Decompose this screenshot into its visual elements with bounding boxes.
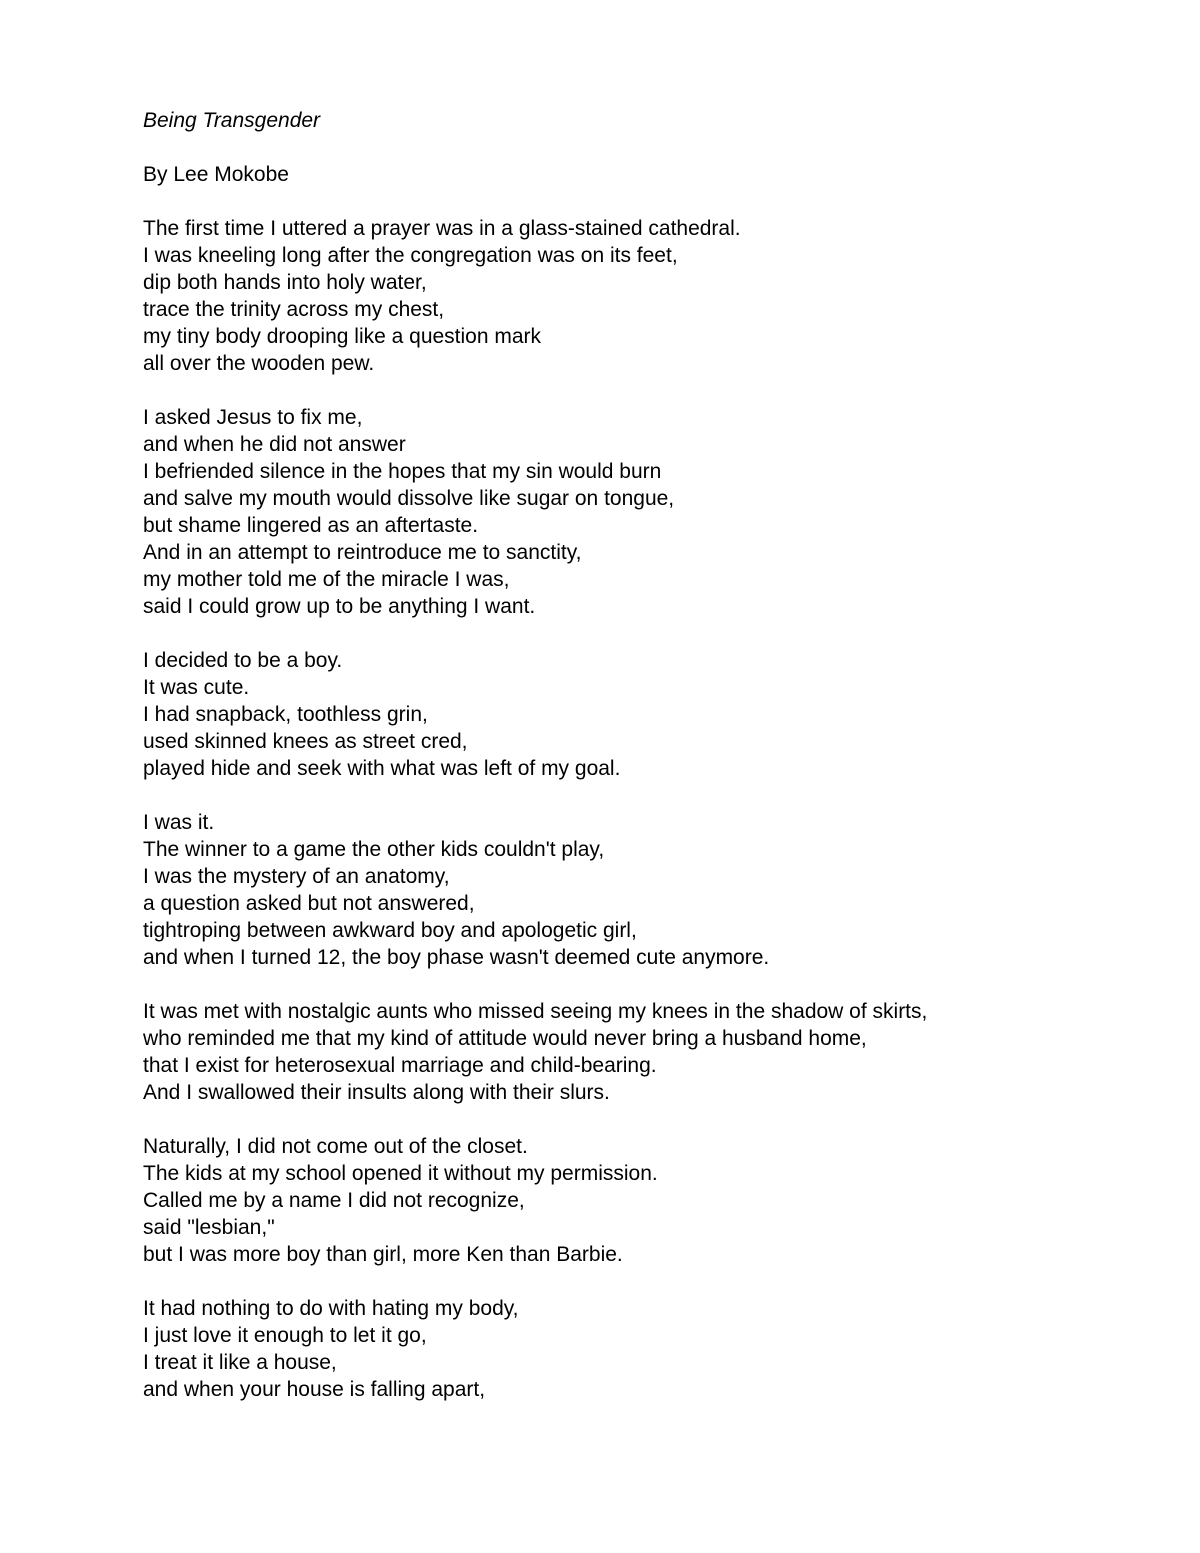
poem-line: who reminded me that my kind of attitude would never bring a husband home, <box>143 1027 867 1050</box>
poem-line: used skinned knees as street cred, <box>143 730 468 753</box>
poem-line: I just love it enough to let it go, <box>143 1324 427 1347</box>
poem-line: all over the wooden pew. <box>143 352 375 375</box>
poem-line: And I swallowed their insults along with their slurs. <box>143 1081 610 1104</box>
poem-line: but I was more boy than girl, more Ken than Barbie. <box>143 1243 623 1266</box>
poem-line: The kids at my school opened it without my permission. <box>143 1162 658 1185</box>
poem-line: played hide and seek with what was left of my goal. <box>143 757 621 780</box>
poem-line: I was kneeling long after the congregation was on its feet, <box>143 244 678 267</box>
poem-line: tightroping between awkward boy and apologetic girl, <box>143 919 637 942</box>
poem-line: I befriended silence in the hopes that my sin would burn <box>143 460 662 483</box>
poem-line: and when he did not answer <box>143 433 406 456</box>
poem-line: but shame lingered as an aftertaste. <box>143 514 479 537</box>
poem-line: my mother told me of the miracle I was, <box>143 568 510 591</box>
poem-line: said I could grow up to be anything I want. <box>143 595 536 618</box>
poem-line: I had snapback, toothless grin, <box>143 703 428 726</box>
poem-stanza <box>143 809 1143 971</box>
poem-line: dip both hands into holy water, <box>143 271 427 294</box>
poem-line: It was cute. <box>143 676 250 699</box>
poem-author: By Lee Mokobe <box>143 163 289 186</box>
poem-line: Called me by a name I did not recognize, <box>143 1189 525 1212</box>
poem-line: The winner to a game the other kids couldn't play, <box>143 838 605 861</box>
poem-line: that I exist for heterosexual marriage and child-bearing. <box>143 1054 657 1077</box>
poem-line: and when your house is falling apart, <box>143 1378 486 1401</box>
poem-line: my tiny body drooping like a question mark <box>143 325 542 348</box>
poem-stanza <box>143 1133 1143 1268</box>
poem-line: I asked Jesus to fix me, <box>143 406 363 429</box>
poem-body <box>143 215 1143 1403</box>
poem-line: Naturally, I did not come out of the closet. <box>143 1135 528 1158</box>
poem-line: and salve my mouth would dissolve like sugar on tongue, <box>143 487 675 510</box>
poem-stanza <box>143 215 1143 377</box>
poem-line: I treat it like a house, <box>143 1351 337 1374</box>
poem-line: It had nothing to do with hating my body, <box>143 1297 519 1320</box>
poem-line: said "lesbian," <box>143 1216 275 1239</box>
poem-line: It was met with nostalgic aunts who missed seeing my knees in the shadow of skirts, <box>143 1000 928 1023</box>
poem-line: I was the mystery of an anatomy, <box>143 865 450 888</box>
poem-line: I decided to be a boy. <box>143 649 343 672</box>
poem-title: Being Transgender <box>143 109 321 132</box>
poem-line: and when I turned 12, the boy phase wasn't deemed cute anymore. <box>143 946 770 969</box>
poem-stanza <box>143 647 1143 782</box>
poem-line: I was it. <box>143 811 215 834</box>
document-page <box>143 107 1143 1430</box>
poem-line: And in an attempt to reintroduce me to sanctity, <box>143 541 582 564</box>
poem-stanza <box>143 404 1143 620</box>
poem-line: The first time I uttered a prayer was in a glass-stained cathedral. <box>143 217 741 240</box>
poem-line: trace the trinity across my chest, <box>143 298 445 321</box>
poem-line: a question asked but not answered, <box>143 892 475 915</box>
poem-stanza <box>143 1295 1143 1403</box>
poem-stanza <box>143 998 1143 1106</box>
